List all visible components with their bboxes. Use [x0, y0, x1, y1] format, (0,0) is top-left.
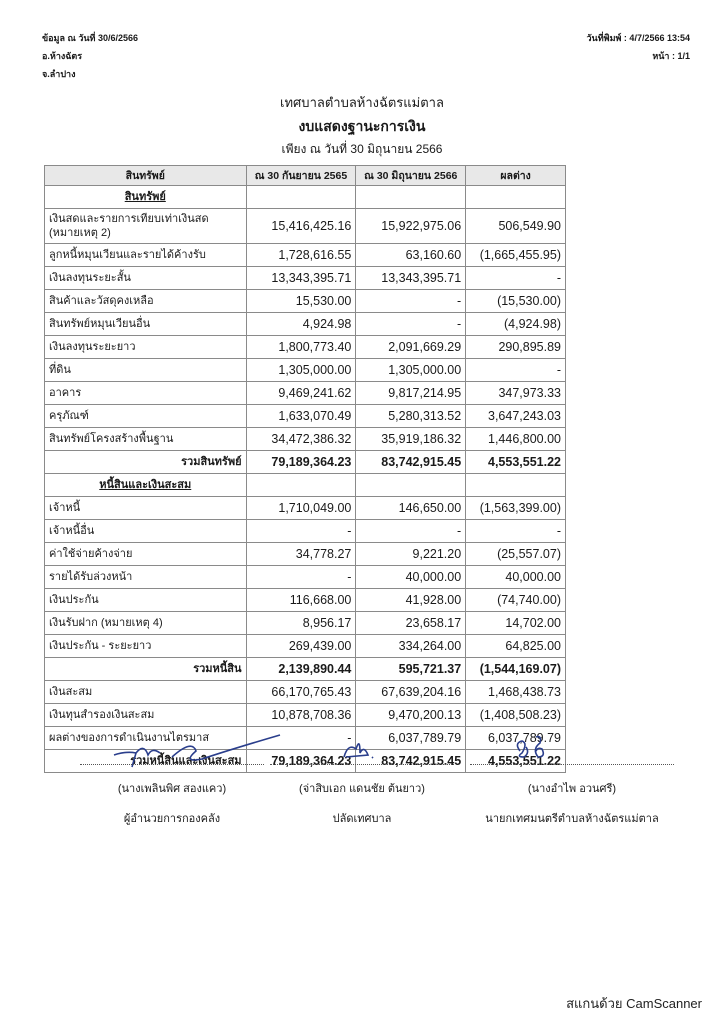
- signer-name: (นางเพลินพิศ สองแคว): [117, 783, 227, 795]
- value-prior: -: [246, 566, 356, 589]
- value-prior: 116,668.00: [246, 589, 356, 612]
- row-label: เงินประกัน - ระยะยาว: [45, 635, 247, 658]
- table-row: [45, 566, 566, 589]
- value-current: 2,091,669.29: [356, 336, 466, 359]
- table-row: [45, 635, 566, 658]
- value-prior: -: [246, 520, 356, 543]
- data-as-of: ข้อมูล ณ วันที่ 30/6/2566: [42, 33, 139, 43]
- table-row: [45, 520, 566, 543]
- row-label: สินทรัพย์: [45, 186, 247, 209]
- print-date: วันที่พิมพ์ : 4/7/2566 13:54: [586, 33, 690, 43]
- row-label: รวมสินทรัพย์: [45, 451, 247, 474]
- row-label: เงินลงทุนระยะสั้น: [45, 267, 247, 290]
- value-prior: 79,189,364.23: [246, 750, 356, 773]
- row-label: เงินรับฝาก (หมายเหตุ 4): [45, 612, 247, 635]
- table-row: [45, 428, 566, 451]
- value-current: [356, 474, 466, 497]
- table-row: [45, 589, 566, 612]
- row-label: สินทรัพย์โครงสร้างพื้นฐาน: [45, 428, 247, 451]
- table-body: [45, 186, 566, 773]
- row-label: ที่ดิน: [45, 359, 247, 382]
- table-row: [45, 382, 566, 405]
- value-difference: 506,549.90: [466, 209, 566, 244]
- value-prior: 269,439.00: [246, 635, 356, 658]
- value-difference: (15,530.00): [466, 290, 566, 313]
- column-header-current: ณ 30 มิถุนายน 2566: [356, 166, 466, 186]
- value-current: 1,305,000.00: [356, 359, 466, 382]
- signature-block-mayor: [462, 740, 682, 827]
- value-current: 15,922,975.06: [356, 209, 466, 244]
- value-difference: (74,740.00): [466, 589, 566, 612]
- row-label: รายได้รับล่วงหน้า: [45, 566, 247, 589]
- value-difference: [466, 474, 566, 497]
- table-row: [45, 244, 566, 267]
- value-difference: (25,557.07): [466, 543, 566, 566]
- value-difference: (1,408,508.23): [466, 704, 566, 727]
- column-header-prior: ณ 30 กันยายน 2565: [246, 166, 356, 186]
- value-prior: 34,472,386.32: [246, 428, 356, 451]
- value-current: 13,343,395.71: [356, 267, 466, 290]
- value-prior: 15,416,425.16: [246, 209, 356, 244]
- statement-date: เพียง ณ วันที่ 30 มิถุนายน 2566: [281, 142, 443, 156]
- value-current: 83,742,915.45: [356, 750, 466, 773]
- table-row: [45, 267, 566, 290]
- balance-sheet-table: [44, 165, 566, 773]
- value-current: -: [356, 313, 466, 336]
- value-difference: (1,665,455.95): [466, 244, 566, 267]
- table-row: [45, 704, 566, 727]
- value-prior: 1,305,000.00: [246, 359, 356, 382]
- value-current: 9,470,200.13: [356, 704, 466, 727]
- signature-block-municipal-clerk: [262, 740, 462, 827]
- table-row: [45, 313, 566, 336]
- row-label: ลูกหนี้หมุนเวียนและรายได้ค้างรับ: [45, 244, 247, 267]
- signer-position: ปลัดเทศบาล: [332, 813, 392, 825]
- section-header-row: [45, 186, 566, 209]
- value-prior: 8,956.17: [246, 612, 356, 635]
- signer-name: (จ่าสิบเอก แดนชัย ต้นยาว): [299, 783, 425, 795]
- value-difference: 40,000.00: [466, 566, 566, 589]
- value-difference: 4,553,551.22: [466, 750, 566, 773]
- table-row: [45, 497, 566, 520]
- value-current: [356, 186, 466, 209]
- organization-name: เทศบาลตำบลห้างฉัตรแม่ตาล: [280, 95, 444, 110]
- camscanner-watermark: สแกนด้วย CamScanner: [566, 996, 702, 1011]
- value-current: 6,037,789.79: [356, 727, 466, 750]
- row-label: รวมหนี้สินและเงินสะสม: [45, 750, 247, 773]
- row-label: เจ้าหนี้: [45, 497, 247, 520]
- table-row: [45, 209, 566, 244]
- table-row: [45, 405, 566, 428]
- value-current: 23,658.17: [356, 612, 466, 635]
- value-prior: 1,710,049.00: [246, 497, 356, 520]
- document-meta-left: [42, 29, 138, 83]
- value-prior: [246, 186, 356, 209]
- value-current: 595,721.37: [356, 658, 466, 681]
- value-difference: -: [466, 267, 566, 290]
- value-prior: 66,170,765.43: [246, 681, 356, 704]
- value-prior: 4,924.98: [246, 313, 356, 336]
- row-label: สินทรัพย์หมุนเวียนอื่น: [45, 313, 247, 336]
- row-label: เงินลงทุนระยะยาว: [45, 336, 247, 359]
- value-current: 35,919,186.32: [356, 428, 466, 451]
- row-label: อาคาร: [45, 382, 247, 405]
- table-row: [45, 359, 566, 382]
- value-difference: 1,446,800.00: [466, 428, 566, 451]
- value-current: 63,160.60: [356, 244, 466, 267]
- row-label: เจ้าหนี้อื่น: [45, 520, 247, 543]
- value-current: 334,264.00: [356, 635, 466, 658]
- value-prior: 10,878,708.36: [246, 704, 356, 727]
- table-row: [45, 336, 566, 359]
- value-prior: 2,139,890.44: [246, 658, 356, 681]
- value-current: 9,817,214.95: [356, 382, 466, 405]
- row-label: เงินประกัน: [45, 589, 247, 612]
- value-prior: 79,189,364.23: [246, 451, 356, 474]
- value-prior: -: [246, 727, 356, 750]
- section-header-row: [45, 474, 566, 497]
- value-current: 9,221.20: [356, 543, 466, 566]
- value-difference: [466, 186, 566, 209]
- signature-line: [270, 740, 454, 765]
- value-difference: (4,924.98): [466, 313, 566, 336]
- column-header-item: สินทรัพย์: [45, 166, 247, 186]
- value-prior: 1,728,616.55: [246, 244, 356, 267]
- page-number: หน้า : 1/1: [652, 51, 690, 61]
- value-difference: -: [466, 359, 566, 382]
- row-label: หนี้สินและเงินสะสม: [45, 474, 247, 497]
- row-label: เงินสดและรายการเทียบเท่าเงินสด (หมายเหตุ 2): [45, 209, 247, 244]
- total-row: [45, 658, 566, 681]
- value-difference: (1,563,399.00): [466, 497, 566, 520]
- row-label: สินค้าและวัสดุคงเหลือ: [45, 290, 247, 313]
- province: จ.ลำปาง: [42, 69, 76, 79]
- value-prior: 1,800,773.40: [246, 336, 356, 359]
- value-difference: 290,895.89: [466, 336, 566, 359]
- row-label: รวมหนี้สิน: [45, 658, 247, 681]
- value-difference: 347,973.33: [466, 382, 566, 405]
- value-prior: 1,633,070.49: [246, 405, 356, 428]
- value-prior: 15,530.00: [246, 290, 356, 313]
- value-current: 67,639,204.16: [356, 681, 466, 704]
- signer-position: ผู้อำนวยการกองคลัง: [123, 813, 221, 825]
- value-difference: -: [466, 520, 566, 543]
- document-meta-right: [587, 29, 691, 65]
- district: อ.ห้างฉัตร: [42, 51, 83, 61]
- signer-position: นายกเทศมนตรีตำบลห้างฉัตรแม่ตาล: [485, 813, 659, 825]
- total-row: [45, 451, 566, 474]
- value-difference: 14,702.00: [466, 612, 566, 635]
- value-prior: 34,778.27: [246, 543, 356, 566]
- value-current: 5,280,313.52: [356, 405, 466, 428]
- value-current: 41,928.00: [356, 589, 466, 612]
- signature-line: [470, 740, 674, 765]
- value-difference: 6,037,789.79: [466, 727, 566, 750]
- row-label: ค่าใช้จ่ายค้างจ่าย: [45, 543, 247, 566]
- value-current: 40,000.00: [356, 566, 466, 589]
- value-current: 83,742,915.45: [356, 451, 466, 474]
- row-label: เงินสะสม: [45, 681, 247, 704]
- table-header-row: [45, 166, 566, 186]
- value-prior: [246, 474, 356, 497]
- signer-name: (นางอำไพ อวนศรี): [527, 783, 617, 795]
- value-difference: 3,647,243.03: [466, 405, 566, 428]
- table-row: [45, 290, 566, 313]
- table-row: [45, 612, 566, 635]
- row-label: เงินทุนสำรองเงินสะสม: [45, 704, 247, 727]
- signature-line: [80, 740, 264, 765]
- value-prior: 9,469,241.62: [246, 382, 356, 405]
- value-difference: 4,553,551.22: [466, 451, 566, 474]
- value-current: 146,650.00: [356, 497, 466, 520]
- row-label: ผลต่างของการดำเนินงานไตรมาส: [45, 727, 247, 750]
- value-difference: (1,544,169.07): [466, 658, 566, 681]
- value-current: -: [356, 290, 466, 313]
- table-row: [45, 543, 566, 566]
- row-label: ครุภัณฑ์: [45, 405, 247, 428]
- column-header-difference: ผลต่าง: [466, 166, 566, 186]
- value-difference: 1,468,438.73: [466, 681, 566, 704]
- value-difference: 64,825.00: [466, 635, 566, 658]
- document-titles: [0, 92, 724, 160]
- signature-block-finance-director: [72, 740, 272, 827]
- value-current: -: [356, 520, 466, 543]
- table-row: [45, 681, 566, 704]
- statement-title: งบแสดงฐานะการเงิน: [298, 118, 426, 134]
- value-prior: 13,343,395.71: [246, 267, 356, 290]
